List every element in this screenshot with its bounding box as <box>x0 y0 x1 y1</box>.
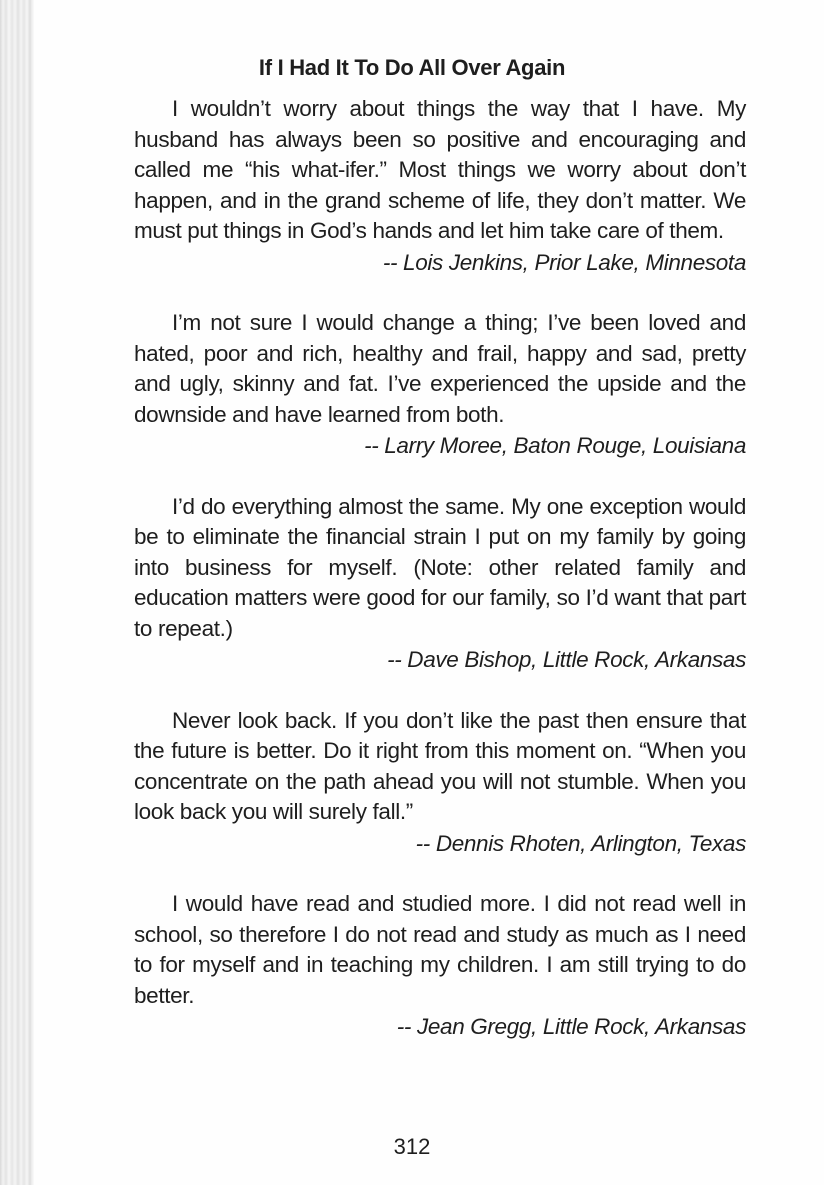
quote-entry-2 <box>134 308 746 462</box>
quote-attribution: -- Lois Jenkins, Prior Lake, Minnesota <box>382 249 746 275</box>
quote-entry-1 <box>134 94 746 278</box>
quote-text: I wouldn’t worry about things the way that I have. My husband has always been so positive and encouraging and called me “his what-ifer.” Most things we worry about don’t happen, and in the grand scheme of life, they don’t matter. We must put things in God’s hands and let him take care of them. <box>134 96 746 243</box>
quote-attribution: -- Jean Gregg, Little Rock, Arkansas <box>396 1014 746 1039</box>
quote-entry-4 <box>134 706 746 860</box>
page-content <box>134 94 746 1073</box>
quote-entry-3 <box>134 492 746 676</box>
quote-attribution: -- Dave Bishop, Little Rock, Arkansas <box>387 647 746 672</box>
quote-attribution: -- Larry Moree, Baton Rouge, Louisiana <box>364 433 746 458</box>
quote-attribution: -- Dennis Rhoten, Arlington, Texas <box>415 830 746 856</box>
quote-entry-5 <box>134 889 746 1043</box>
quote-text: I would have read and studied more. I did not read well in school, so therefore I do not read and study as much as I need to for myself and in teaching my children. I am still trying to do better. <box>134 891 746 1008</box>
quote-text: Never look back. If you don’t like the past then ensure that the future is better. Do it right from this moment on. “When you concentrate on the path ahead you will not stumble. When you look back you will surely fall.” <box>134 707 746 824</box>
page-title: If I Had It To Do All Over Again <box>258 54 566 80</box>
quote-text: I’d do everything almost the same. My one exception would be to eliminate the financial strain I put on my family by going into business for myself. (Note: other related family and education matters were good for our family, so I’d want that part to repeat.) <box>134 493 746 641</box>
book-page-edges <box>0 0 34 1185</box>
quote-text: I’m not sure I would change a thing; I’ve been loved and hated, poor and rich, healthy and frail, happy and sad, pretty and ugly, skinny and fat. I’ve experienced the upside and the downside and have learned from both. <box>134 310 746 427</box>
page-number: 312 <box>393 1134 431 1159</box>
